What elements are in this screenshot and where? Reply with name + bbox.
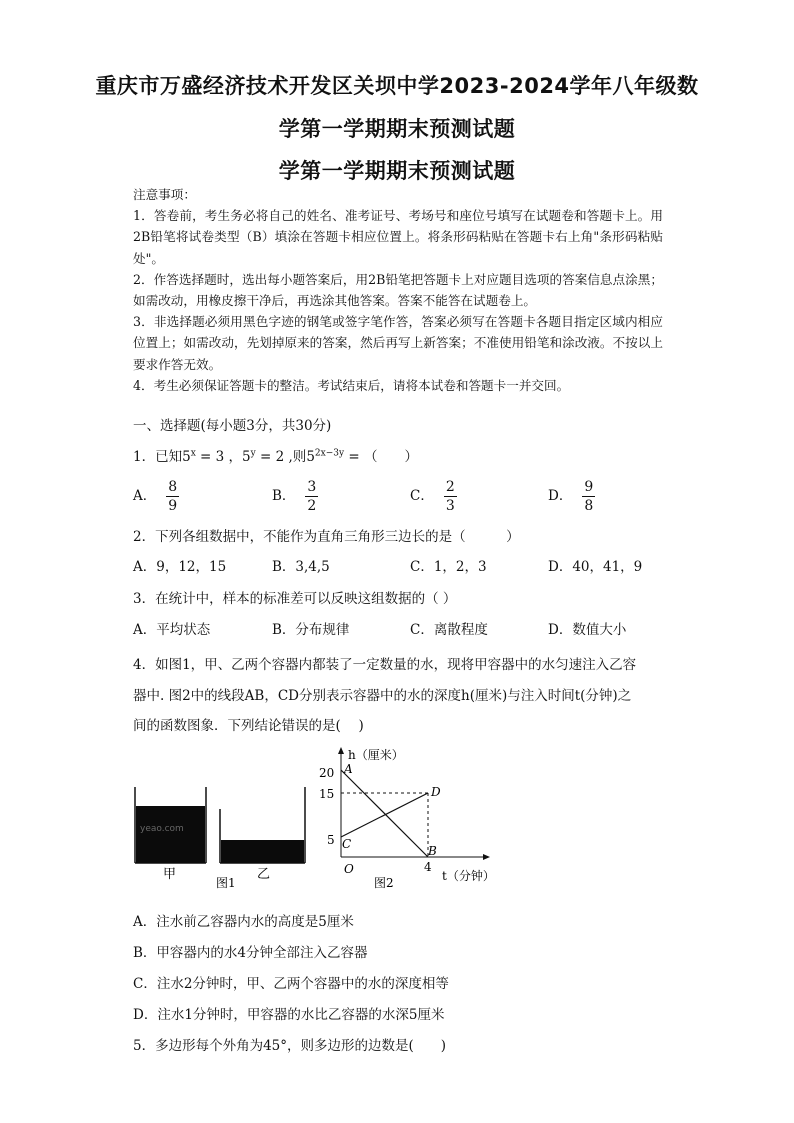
q4-option-a[interactable]: A．注水前乙容器内水的高度是5厘米: [133, 914, 354, 930]
question-1-stem: [133, 445, 418, 465]
q4-option-b[interactable]: B．甲容器内的水4分钟全部注入乙容器: [133, 945, 368, 961]
q4-figure: [128, 745, 508, 899]
q4-line-3: 间的函数图象．下列结论错误的是( ): [133, 718, 364, 734]
option-label: C．: [410, 488, 434, 504]
option-label: D．: [548, 488, 573, 504]
jia-water: [136, 806, 205, 863]
q1-option-b[interactable]: [272, 478, 318, 515]
watermark: yeao.com: [140, 824, 184, 834]
q1-eq2: = 2 ,则: [255, 449, 307, 465]
fraction-numerator: 2: [445, 479, 455, 495]
q4-line-2: 器中. 图2中的线段AB，CD分别表示容器中的水的深度h(厘米)与注入时间t(分钟)之: [133, 687, 632, 704]
fraction: [582, 478, 595, 515]
fraction-denominator: 3: [445, 498, 455, 514]
q1-exp1: x: [190, 448, 196, 459]
x-tick-4: 4: [424, 860, 432, 874]
option-label: A．: [133, 488, 157, 504]
origin-label: O: [344, 862, 354, 876]
exam-title-line3: 学第一学期期末预测试题: [278, 159, 516, 183]
q2-option-c[interactable]: C．1，2，3: [410, 559, 487, 575]
container-jia: [135, 787, 206, 863]
question-3-stem: 3．在统计中，样本的标准差可以反映这组数据的（ ）: [133, 591, 457, 607]
q3-option-c[interactable]: C．离散程度: [410, 622, 488, 638]
q1-option-d[interactable]: [548, 478, 595, 515]
notes-item-1: 1．答卷前，考生务必将自己的姓名、准考证号、考场号和座位号填写在试题卷和答题卡上。用2B铅笔将试卷类型（B）填涂在答题卡相应位置上。将条形码粘贴在答题卡右上角"条形码粘贴处"。: [133, 208, 663, 266]
segment-ab: [341, 770, 428, 857]
point-a: A: [344, 762, 353, 776]
fig1-caption: 图1: [216, 876, 236, 890]
notes-heading: 注意事项：: [133, 187, 196, 202]
q4-option-c[interactable]: C．注水2分钟时，甲、乙两个容器中的水的深度相等: [133, 976, 449, 992]
fraction-numerator: 9: [584, 479, 594, 495]
fraction-denominator: 2: [307, 498, 317, 514]
x-axis-label: t（分钟）: [442, 869, 495, 883]
q1-option-a[interactable]: [133, 478, 179, 515]
figure-svg: [128, 745, 508, 895]
q1-base1: 5: [182, 449, 191, 465]
q1-prefix: 1．已知: [133, 449, 183, 465]
q1-exp2: y: [250, 448, 256, 459]
q1-base3: 5: [306, 449, 315, 465]
q2-option-a[interactable]: A．9，12，15: [133, 559, 227, 575]
fraction-denominator: 9: [168, 498, 178, 514]
notes-item-2: 2．作答选择题时，选出每小题答案后，用2B铅笔把答题卡上对应题目选项的答案信息点涂黑；如需改动，用橡皮擦干净后，再选涂其他答案。答案不能答在试题卷上。: [133, 271, 663, 309]
point-c: C: [342, 837, 352, 851]
segment-cd: [341, 793, 428, 837]
question-2-stem: 2．下列各组数据中，不能作为直角三角形三边长的是（ ）: [133, 529, 520, 545]
q4-option-d[interactable]: D．注水1分钟时，甲容器的水比乙容器的水深5厘米: [133, 1007, 445, 1023]
label-yi: 乙: [257, 867, 271, 882]
point-d: D: [431, 785, 441, 799]
q4-line-1: 4．如图1，甲、乙两个容器内都装了一定数量的水，现将甲容器中的水匀速注入乙容: [133, 657, 637, 673]
y-tick-15: 15: [319, 787, 335, 801]
fraction-numerator: 3: [307, 479, 317, 495]
exam-title-line2: 学第一学期期末预测试题: [278, 117, 516, 141]
question-5-stem: 5．多边形每个外角为45°，则多边形的边数是( ): [133, 1038, 447, 1054]
fraction: [444, 478, 457, 515]
container-yi: [220, 787, 305, 863]
q2-option-d[interactable]: D．40，41，9: [548, 559, 643, 575]
q3-option-b[interactable]: B．分布规律: [272, 622, 350, 638]
fraction-numerator: 8: [168, 479, 178, 495]
q1-tail: = （ ）: [344, 449, 418, 465]
q1-base2: 5: [242, 449, 251, 465]
y-axis-label: h（厘米）: [348, 748, 404, 762]
section-title: 一、选择题(每小题3分，共30分): [133, 418, 332, 434]
notes-item-3: 3．非选择题必须用黑色字迹的钢笔或签字笔作答，答案必须写在答题卡各题目指定区域内相应位置上；如需改动，先划掉原来的答案，然后再写上新答案；不准使用铅笔和涂改液。不按以上要求作答无效。: [133, 314, 663, 372]
label-jia: 甲: [163, 867, 177, 882]
yi-water: [221, 840, 304, 863]
fig2-caption: 图2: [374, 876, 394, 890]
graph: [319, 747, 495, 890]
q3-option-d[interactable]: D．数值大小: [548, 622, 627, 638]
question-4-stem: [133, 650, 663, 742]
fraction: [166, 478, 179, 515]
notes-block: [133, 184, 663, 396]
option-label: B．: [272, 488, 296, 504]
y-tick-20: 20: [319, 766, 335, 780]
exam-title-line1: 重庆市万盛经济技术开发区关坝中学2023-2024学年八年级数: [95, 74, 699, 98]
point-b: B: [428, 844, 437, 858]
notes-item-4: 4．考生必须保证答题卡的整洁。考试结束后，请将本试卷和答题卡一并交回。: [133, 377, 570, 393]
y-tick-5: 5: [327, 833, 335, 847]
q1-eq1: = 3 ，: [195, 449, 243, 465]
q3-option-a[interactable]: A．平均状态: [133, 622, 211, 638]
q2-option-b[interactable]: B．3,4,5: [272, 559, 330, 575]
q1-option-c[interactable]: [410, 478, 457, 515]
q1-exp3: 2x−3y: [314, 448, 345, 459]
fraction-denominator: 8: [584, 498, 594, 514]
fraction: [305, 478, 318, 515]
